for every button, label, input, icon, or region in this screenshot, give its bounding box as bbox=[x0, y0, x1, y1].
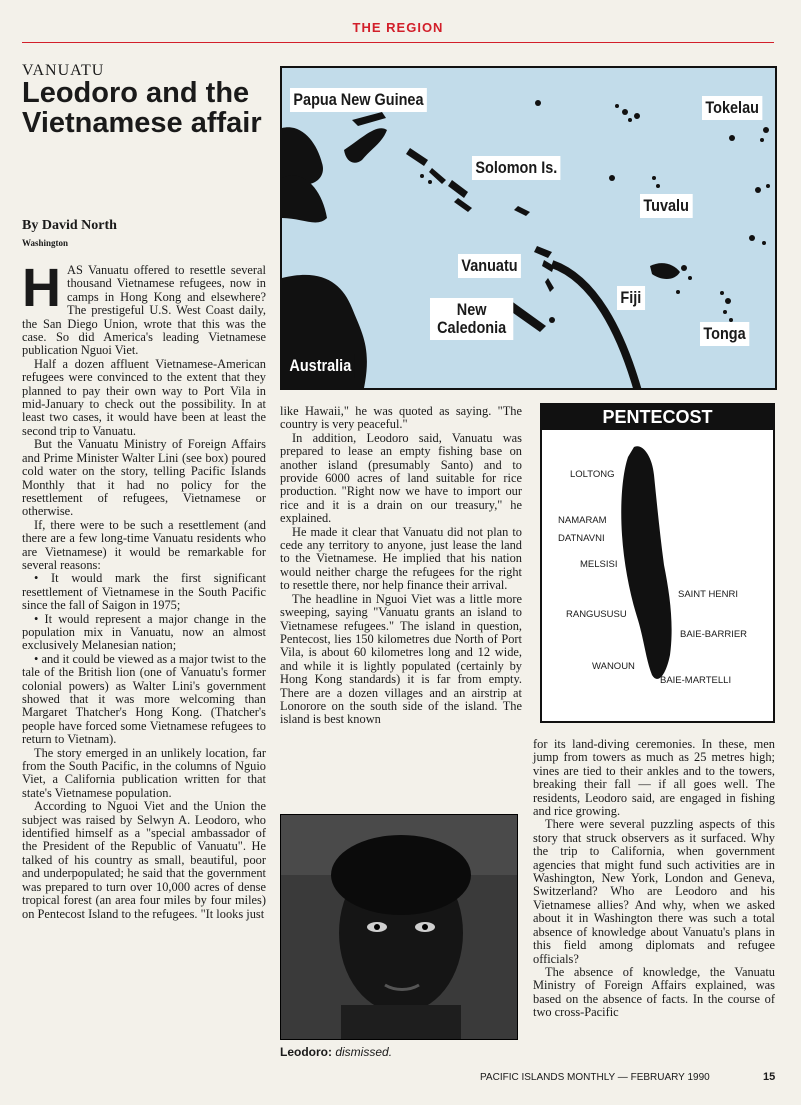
page-number: 15 bbox=[763, 1071, 776, 1083]
paragraph: The story emerged in an unlikely location, far from the South Pacific, in the columns of Nguio Viet, a California publication written for that state's Vietnamese population. bbox=[22, 745, 266, 800]
drop-cap: H bbox=[22, 258, 61, 318]
inset-title: PENTECOST bbox=[542, 405, 773, 430]
map-label-new-caledonia: New Caledonia bbox=[430, 298, 513, 340]
bullet-paragraph: • and it could be viewed as a major twist to the tale of the British lion (one of Vanuatu's former colonial powers) as Walter Lini's government showed that it was more welcoming than Margaret Thatcher's Hong Kong. (Thatcher's people have forced some Vietnamese refugees to return to Vietnam). bbox=[22, 651, 266, 747]
paragraph: Half a dozen affluent Vietnamese-American refugees were convinced to the extent that they planned to pay their own way to Port Vila in mid-January to check out the possibility. In at least two cases, it would have been at least the second trip to Vanuatu. bbox=[22, 356, 266, 438]
map-label-tokelau: Tokelau bbox=[702, 96, 762, 120]
caption-name: Leodoro: bbox=[280, 1045, 332, 1059]
article-column-2 bbox=[280, 405, 522, 727]
place-loltong: LOLTONG bbox=[570, 469, 615, 480]
headline: Leodoro and the Vietnamese affair bbox=[22, 77, 262, 139]
map-label-tuvalu: Tuvalu bbox=[640, 194, 692, 218]
place-saint-henri: SAINT HENRI bbox=[678, 589, 739, 600]
place-rangususu: RANGUSUSU bbox=[566, 609, 627, 620]
map-label-tonga: Tonga bbox=[700, 322, 749, 346]
bullet-paragraph: • It would represent a major change in the population mix in Vanuatu, now an almost exclusively Melanesian nation; bbox=[22, 611, 266, 653]
paragraph: The absence of knowledge, the Vanuatu Ministry of Foreign Affairs explained, was based on the absence of facts. In the course of two cross-Pacific bbox=[533, 964, 775, 1020]
place-namaram: NAMARAM bbox=[558, 515, 607, 526]
pentecost-inset-map bbox=[540, 403, 775, 723]
map-label-solomon: Solomon Is. bbox=[472, 156, 561, 180]
section-header: THE REGION bbox=[352, 20, 444, 35]
paragraph: for its land-diving ceremonies. In these, men jump from towers as much as 25 metres high; vines are tied to their ankles and to the towers, breaking their fall — if all goes well. The residents, Leodoro said, are engaged in fishing and rice growing. bbox=[533, 737, 775, 819]
article-column-3 bbox=[533, 738, 775, 1020]
map-label-png: Papua New Guinea bbox=[290, 88, 427, 112]
place-wanoun: WANOUN bbox=[592, 661, 635, 672]
place-melsisi: MELSISI bbox=[580, 559, 618, 570]
paragraph: If, there were to be such a resettlement (and there are a few long-time Vanuatu residents who are Vietnamese) it would be remarkable for several reasons: bbox=[22, 517, 266, 572]
paragraph: HAS Vanuatu offered to resettle several thousand Vietnamese refugees, now in camps in Hong Kong and elsewhere? The prestigeful U.S. West Coast daily, the San Diego Union, wrote that this was the case. So did America's leading Vietnamese publication Nguoi Viet. bbox=[22, 258, 266, 358]
paragraph: According to Nguoi Viet and the Union the subject was raised by Selwyn A. Leodoro, who identified himself as a "special ambassador of the President of the Republic of Vanuatu". He talked of his country as small, beautiful, poor and underpopulated; he said that the government was prepared to turn over 10,000 acres of dense tropical forest (an area four miles by four miles) on Pentecost Island to the refugees. "It looks just bbox=[22, 799, 266, 921]
map-label-australia: Australia bbox=[286, 354, 355, 378]
place-datnavni: DATNAVNI bbox=[558, 533, 605, 544]
region-map bbox=[280, 66, 777, 390]
pentecost-island-shape bbox=[542, 405, 773, 721]
footer: PACIFIC ISLANDS MONTHLY — FEBRUARY 1990 bbox=[480, 1072, 710, 1083]
paragraph: The headline in Nguoi Viet was a little more sweeping, saying "Vanuatu grants an island to Vietnamese refugees." The island in question, Pentecost, lies 150 kilometres due North of Port Vila, is about 60 kilometres long and 12 wide, and while it is lightly populated (certainly by Hong Kong standards) it is far from empty. There are a dozen villages and an airstrip at Lonorore on the south side of the island. The island is best known bbox=[280, 591, 522, 727]
article-column-1 bbox=[22, 258, 266, 921]
leodoro-photo bbox=[280, 814, 518, 1040]
portrait-image bbox=[281, 815, 517, 1039]
map-label-fiji: Fiji bbox=[617, 286, 645, 310]
caption-text: dismissed. bbox=[335, 1045, 393, 1059]
paragraph: In addition, Leodoro said, Vanuatu was prepared to lease an empty fishing base on another island (presumably Santo) and to provide 6000 acres of land suitable for rice production. "Right now we have to import our rice and it is a drain on our treasury," he explained. bbox=[280, 430, 522, 526]
place-baie-barrier: BAIE-BARRIER bbox=[680, 629, 748, 640]
paragraph: But the Vanuatu Ministry of Foreign Affairs and Prime Minister Walter Lini (see box) poured cold water on the story, telling Pacific Islands Monthly that it had no policy for the resettlement of refugees, Vietnamese or otherwise. bbox=[22, 437, 266, 519]
paragraph: He made it clear that Vanuatu did not plan to cede any territory to anyone, just lease the land to the Vietnamese. He implied that his nation would neither charge the refugees for the right to resettle there, nor help finance their arrival. bbox=[280, 524, 522, 593]
byline: By David North bbox=[22, 218, 117, 233]
place-baie-martelli: BAIE-MARTELLI bbox=[660, 675, 732, 686]
photo-caption bbox=[280, 1045, 392, 1059]
map-label-vanuatu: Vanuatu bbox=[458, 254, 521, 278]
bullet-paragraph: • It would mark the first significant resettlement of Vietnamese in the South Pacific since the fall of Saigon in 1975; bbox=[22, 571, 266, 613]
paragraph: like Hawaii," he was quoted as saying. "The country is very peaceful." bbox=[280, 404, 522, 432]
kicker: VANUATU bbox=[22, 62, 105, 79]
dateline: Washington bbox=[22, 238, 69, 248]
header-rule bbox=[22, 42, 774, 43]
paragraph: There were several puzzling aspects of this story that struck observers as it surfaced. Why the trip to California, when government agencies that might fund such activities are in Washington, New York, London and Geneva, Switzerland? Who are Leodoro and his Vietnamese allies? And why, when we asked about it in Washington there was such a total absence of knowledge about Vanuatu's plans in this field among diplomats and refugee officials? bbox=[533, 817, 775, 966]
